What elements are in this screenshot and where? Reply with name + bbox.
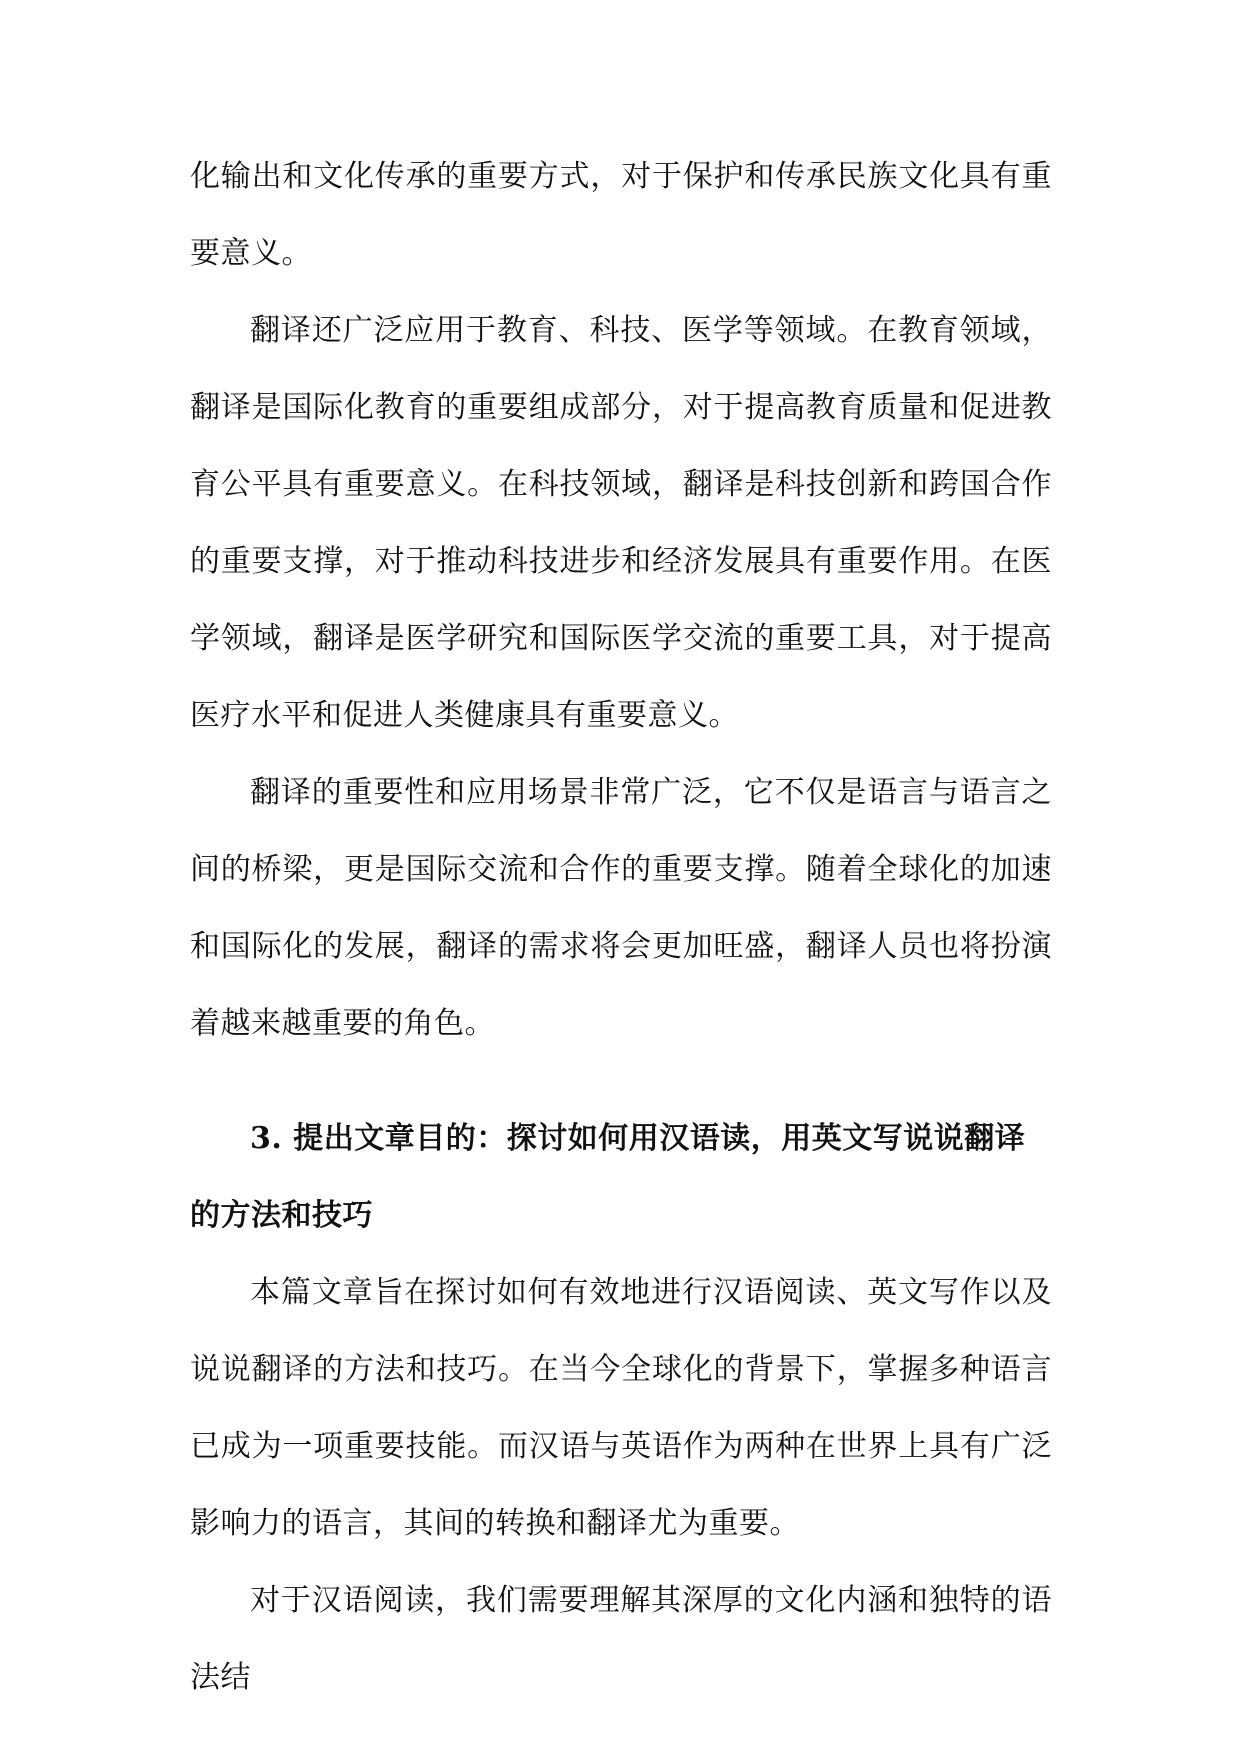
paragraph-translation-importance: 翻译的重要性和应用场景非常广泛，它不仅是语言与语言之间的桥梁，更是国际交流和合作的重要支撑。随着全球化的加速和国际化的发展，翻译的需求将会更加旺盛，翻译人员也将扮演着越来越重要的角色。 [190,775,1052,1041]
paragraph-article-purpose: 本篇文章旨在探讨如何有效地进行汉语阅读、英文写作以及说说翻译的方法和技巧。在当今全球化的背景下，掌握多种语言已成为一项重要技能。而汉语与英语作为两种在世界上具有广泛影响力的语言，其间的转换和翻译尤为重要。 [190,1275,1052,1541]
document-page [190,138,1052,1716]
paragraph-continuation: 化输出和文化传承的重要方式，对于保护和传承民族文化具有重要意义。 [190,159,1052,271]
paragraph-chinese-reading: 对于汉语阅读，我们需要理解其深厚的文化内涵和独特的语法结 [190,1583,1052,1695]
paragraph-translation-fields: 翻译还广泛应用于教育、科技、医学等领域。在教育领域，翻译是国际化教育的重要组成部分，对于提高教育质量和促进教育公平具有重要意义。在科技领域，翻译是科技创新和跨国合作的重要支撑，对于推动科技进步和经济发展具有重要作用。在医学领域，翻译是医学研究和国际医学交流的重要工具，对于提高医疗水平和促进人类健康具有重要意义。 [190,313,1052,733]
section-spacer [190,1062,1052,1100]
section-heading: 3. 提出文章目的：探讨如何用汉语读，用英文写说说翻译的方法和技巧 [190,1121,1026,1233]
